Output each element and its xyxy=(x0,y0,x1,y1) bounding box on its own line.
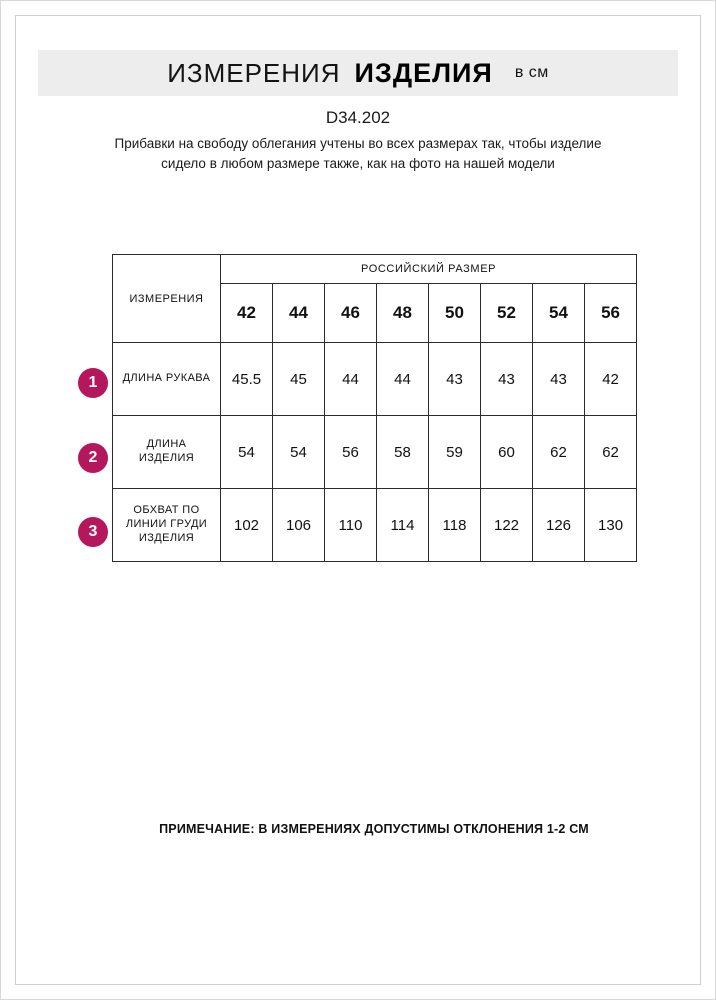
size-header-cell: 54 xyxy=(533,284,585,343)
row-value: 58 xyxy=(377,416,429,489)
measurements-table xyxy=(112,254,637,562)
note-text: ПРИМЕЧАНИЕ: В ИЗМЕРЕНИЯХ ДОПУСТИМЫ ОТКЛОНЕНИЯ 1-2 СМ xyxy=(159,822,589,836)
row-value: 54 xyxy=(221,416,273,489)
size-header-cell: 56 xyxy=(585,284,637,343)
row-value: 60 xyxy=(481,416,533,489)
size-header-cell: 46 xyxy=(325,284,377,343)
size-header-cell: 50 xyxy=(429,284,481,343)
row-value: 44 xyxy=(325,343,377,416)
row-value: 62 xyxy=(585,416,637,489)
page-title-unit: в см xyxy=(514,64,549,81)
row-value: 54 xyxy=(273,416,325,489)
size-header-cell: 52 xyxy=(481,284,533,343)
row-label: ДЛИНА РУКАВА xyxy=(113,343,221,416)
row-value: 44 xyxy=(377,343,429,416)
row-value: 126 xyxy=(533,489,585,562)
page-title-light: ИЗМЕРЕНИЯ xyxy=(167,57,341,88)
row-marker-1: 1 xyxy=(78,368,108,398)
row-value: 43 xyxy=(481,343,533,416)
measurements-table-wrapper xyxy=(112,254,636,836)
row-marker-2: 2 xyxy=(78,443,108,473)
intro-text: Прибавки на свободу облегания учтены во всех размерах так, чтобы изделие сидело в любом размере также, как на фото на нашей модели xyxy=(114,136,602,172)
row-value: 122 xyxy=(481,489,533,562)
article-code: D34.202 xyxy=(325,108,391,127)
table-header-group-row xyxy=(113,255,637,284)
row-label: ОБХВАТ ПО ЛИНИИ ГРУДИ ИЗДЕЛИЯ xyxy=(113,489,221,562)
table-row xyxy=(113,489,637,562)
row-value: 102 xyxy=(221,489,273,562)
size-header-cell: 44 xyxy=(273,284,325,343)
table-row xyxy=(113,343,637,416)
row-value: 45.5 xyxy=(221,343,273,416)
size-header-cell: 48 xyxy=(377,284,429,343)
sheet-border xyxy=(15,15,701,985)
size-header-cell: 42 xyxy=(221,284,273,343)
row-label: ДЛИНА ИЗДЕЛИЯ xyxy=(113,416,221,489)
row-value: 42 xyxy=(585,343,637,416)
row-marker-3: 3 xyxy=(78,517,108,547)
row-value: 118 xyxy=(429,489,481,562)
measurements-column-header: ИЗМЕРЕНИЯ xyxy=(113,255,221,343)
row-value: 45 xyxy=(273,343,325,416)
row-value: 43 xyxy=(533,343,585,416)
row-value: 110 xyxy=(325,489,377,562)
table-row xyxy=(113,416,637,489)
row-value: 62 xyxy=(533,416,585,489)
row-value: 106 xyxy=(273,489,325,562)
row-value: 130 xyxy=(585,489,637,562)
page-title-bold: ИЗДЕЛИЯ xyxy=(354,57,493,88)
size-group-header: РОССИЙСКИЙ РАЗМЕР xyxy=(221,255,637,284)
header-band xyxy=(38,50,678,96)
row-value: 43 xyxy=(429,343,481,416)
row-value: 59 xyxy=(429,416,481,489)
row-value: 56 xyxy=(325,416,377,489)
row-value: 114 xyxy=(377,489,429,562)
